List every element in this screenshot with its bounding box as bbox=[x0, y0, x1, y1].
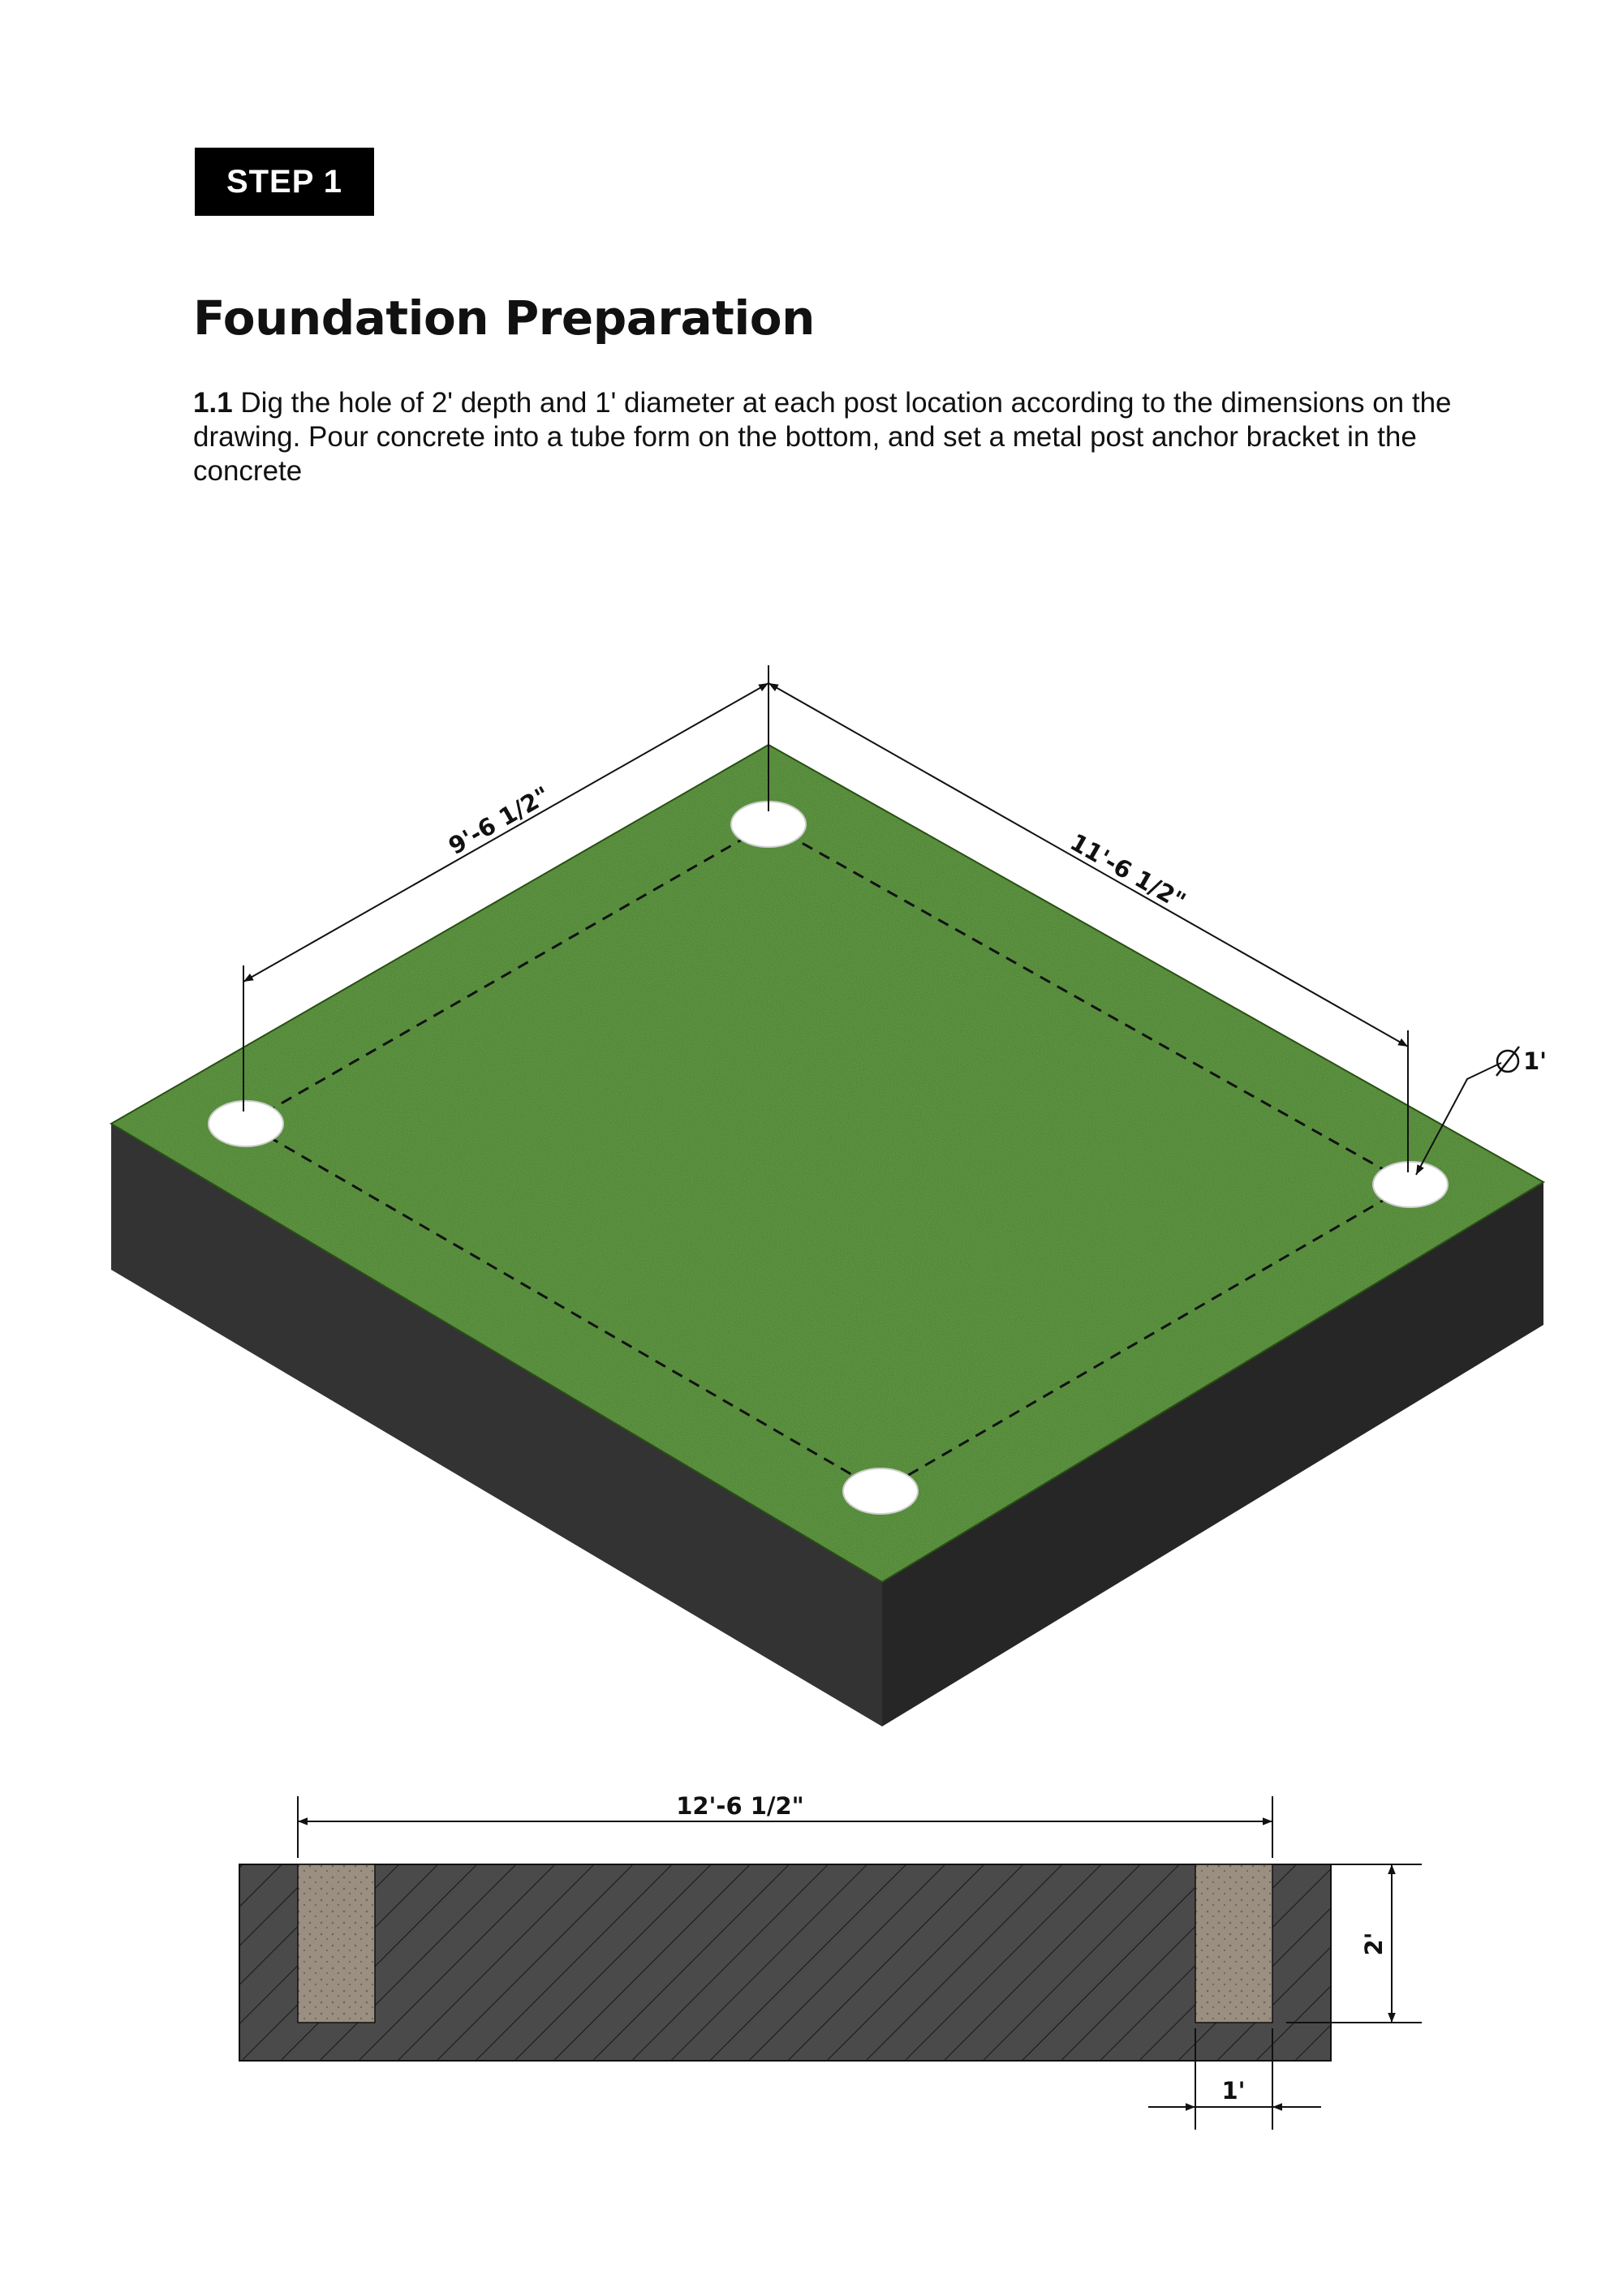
instruction-number: 1.1 bbox=[193, 387, 233, 419]
step-badge: STEP 1 bbox=[195, 148, 374, 216]
section-width-label: 12'-6 1/2" bbox=[676, 1792, 804, 1820]
page-title: Foundation Preparation bbox=[193, 290, 815, 346]
post-hole-front bbox=[843, 1468, 918, 1514]
dimension-label-right: 11'-6 1/2" bbox=[1065, 828, 1190, 916]
concrete-footing-left bbox=[298, 1864, 375, 2023]
concrete-footing-right bbox=[1195, 1864, 1272, 2023]
section-hole-label: 1' bbox=[1221, 2077, 1246, 2105]
instruction-text: Dig the hole of 2' depth and 1' diameter at each post location according to the dimensions on the drawing. Pour concrete into a tube form on the bottom, and set a metal post anchor bracket in the concrete bbox=[193, 387, 1452, 487]
grass-top bbox=[111, 745, 1543, 1582]
section-view bbox=[239, 1792, 1422, 2130]
diameter-label: 1' bbox=[1523, 1047, 1548, 1075]
post-hole-left bbox=[209, 1101, 283, 1146]
post-hole-right bbox=[1373, 1162, 1448, 1207]
dimension-label-left: 9'-6 1/2" bbox=[443, 780, 555, 861]
section-depth-label: 2' bbox=[1360, 1932, 1388, 1956]
isometric-view bbox=[111, 665, 1547, 1726]
section-soil bbox=[239, 1864, 1331, 2061]
diameter-symbol-icon bbox=[1496, 1047, 1519, 1076]
